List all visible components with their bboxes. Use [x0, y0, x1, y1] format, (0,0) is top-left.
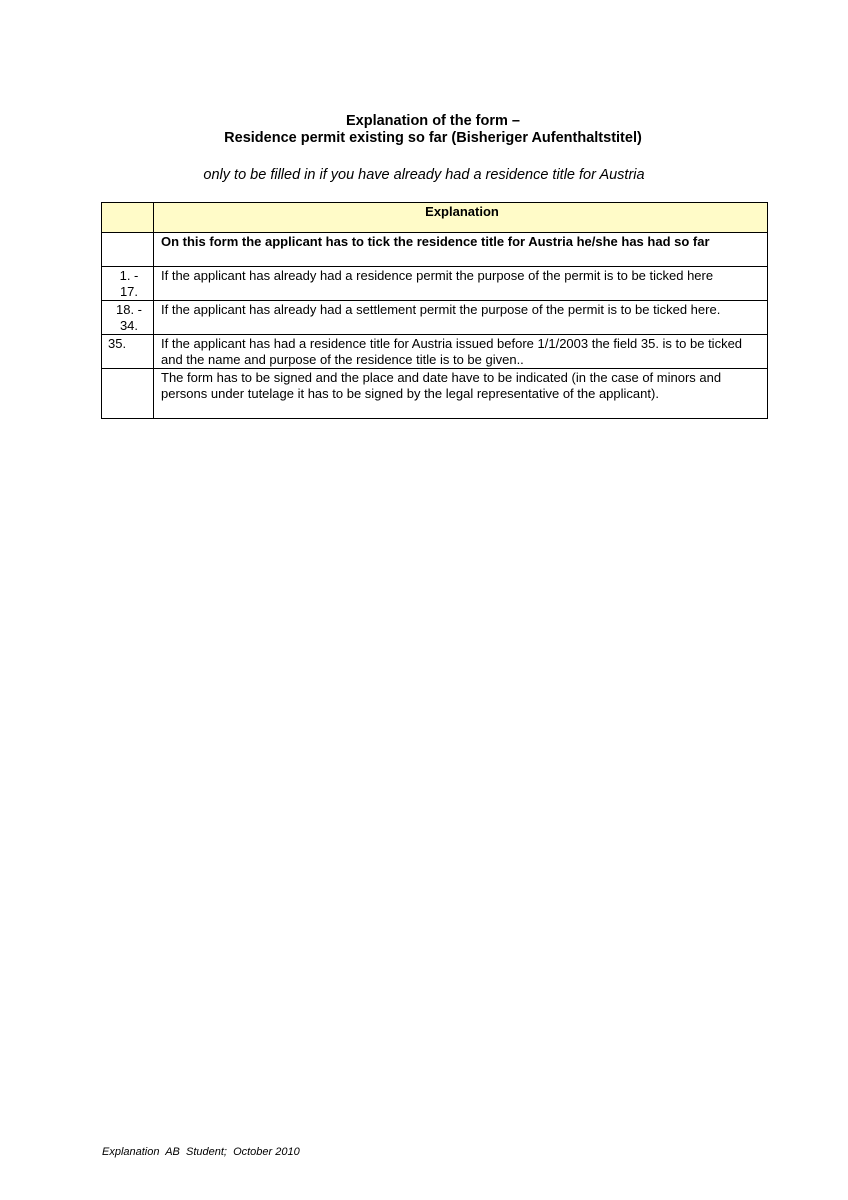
title-line-1: Explanation of the form – — [345, 113, 520, 129]
explanation-table — [101, 202, 768, 419]
table-row — [102, 335, 768, 369]
table-row — [102, 267, 768, 301]
header-explanation-cell: Explanation — [154, 203, 768, 233]
row-number-cell: 1. - 17. — [102, 267, 154, 301]
document-subtitle: only to be filled in if you have already had a residence title for Austria — [203, 167, 645, 183]
page-footer: Explanation AB Student; October 2010 — [102, 1146, 300, 1158]
row-number-cell: 18. - 34. — [102, 301, 154, 335]
row-number-cell: 35. — [102, 335, 154, 369]
row-number-cell — [102, 369, 154, 419]
document-title — [0, 113, 848, 147]
row-text-cell: The form has to be signed and the place and date have to be indicated (in the case of minors and persons under tutelage it has to be signed by the legal representative of the applicant). — [154, 369, 768, 419]
row-text-cell: If the applicant has already had a settlement permit the purpose of the permit is to be ticked here. — [154, 301, 768, 335]
table-row — [102, 301, 768, 335]
table-row — [102, 369, 768, 419]
row-text-cell: If the applicant has had a residence title for Austria issued before 1/1/2003 the field 35. is to be ticked and the name and purpose of the residence title is to be given.. — [154, 335, 768, 369]
title-line-2: Residence permit existing so far (Bisheriger Aufenthaltstitel) — [224, 130, 642, 146]
table-header-row — [102, 203, 768, 233]
table-row-intro — [102, 233, 768, 267]
intro-text-cell: On this form the applicant has to tick the residence title for Austria he/she has had so far — [154, 233, 768, 267]
header-number-cell — [102, 203, 154, 233]
intro-number-cell — [102, 233, 154, 267]
row-text-cell: If the applicant has already had a residence permit the purpose of the permit is to be ticked here — [154, 267, 768, 301]
